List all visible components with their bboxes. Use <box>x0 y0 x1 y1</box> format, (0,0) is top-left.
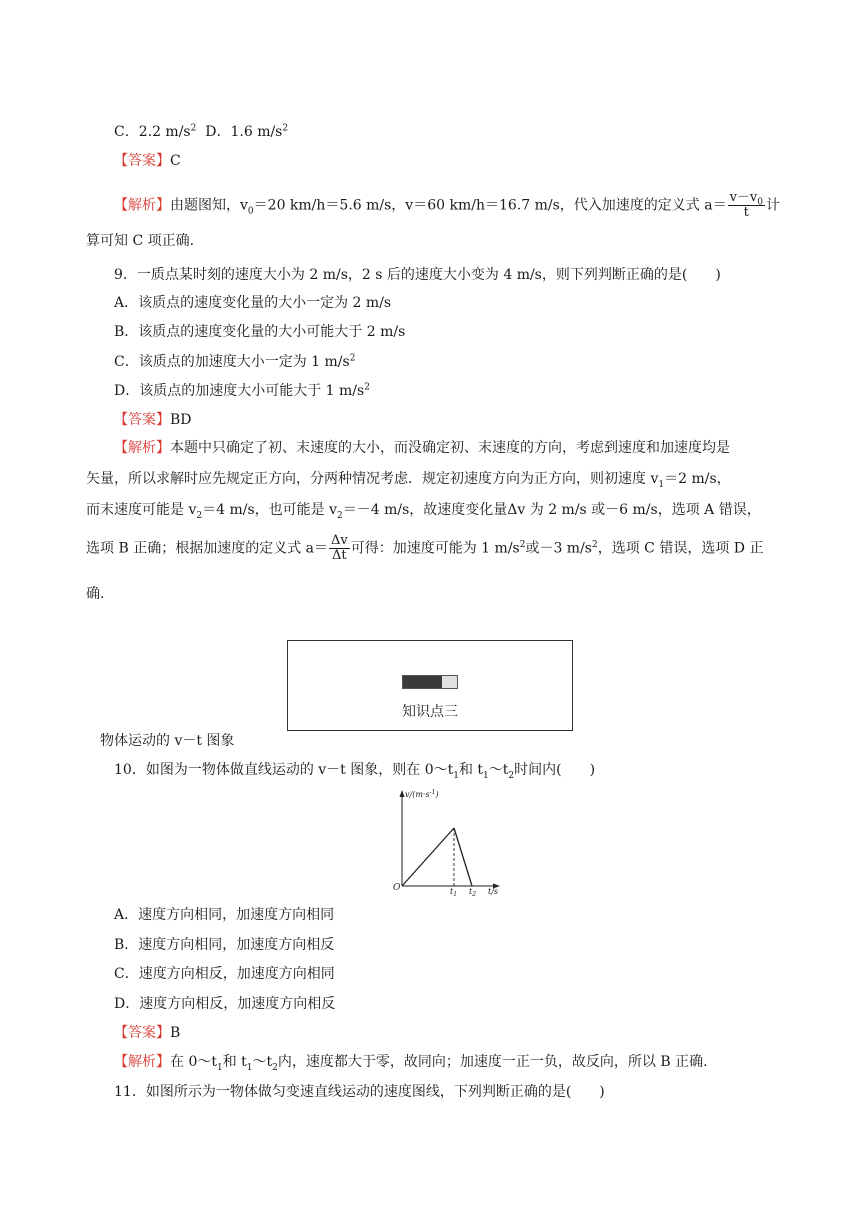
text: 10．如图为一物体做直线运动的 v－t 图象，则在 0～t <box>114 762 454 778</box>
t2-label: $t_2$ <box>469 887 477 898</box>
progress-fill <box>403 676 442 688</box>
q9-analysis-line-2 <box>86 469 731 489</box>
q10-option-a: A．速度方向相同，加速度方向相同 <box>114 907 335 923</box>
superscript: 2 <box>364 382 370 393</box>
text: 和 t <box>458 762 484 778</box>
q8-option-cd <box>114 122 288 142</box>
q9-stem: 9．一质点某时刻的速度大小为 2 m/s，2 s 后的速度大小变为 4 m/s，则下列判断正确的是( ) <box>114 267 721 283</box>
q9-analysis-line-3 <box>86 500 761 520</box>
text: 可得：加速度可能为 1 m/s <box>350 540 520 557</box>
text: 内，速度都大于零，故同向；加速度一正一负，故反向，所以 B 正确. <box>277 1054 708 1070</box>
vt-graph <box>392 786 504 898</box>
q9-option-d <box>114 381 370 401</box>
text: ＝2 m/s， <box>664 471 731 487</box>
text: 而末速度可能是 v <box>86 502 197 518</box>
q9-option-b: B．该质点的速度变化量的大小可能大于 2 m/s <box>114 324 406 340</box>
denominator: t <box>743 205 749 220</box>
text: 时间内( ) <box>514 762 596 778</box>
text: ＝4 m/s，也可能是 v <box>202 502 337 518</box>
text: 由题图知，v <box>170 197 248 214</box>
analysis-tag: 【解析】 <box>114 440 170 456</box>
origin-label: O <box>393 883 401 893</box>
q9-analysis-line-5: 确. <box>86 586 105 602</box>
q9-option-c <box>114 352 355 372</box>
subscript: 0 <box>757 197 764 208</box>
numerator: Δv <box>331 533 348 548</box>
analysis-tag: 【解析】 <box>114 1054 170 1070</box>
text: ＝－4 m/s，故速度变化量Δv 为 2 m/s 或－6 m/s，选项 A 错误， <box>342 502 761 518</box>
text: 和 t <box>222 1054 247 1070</box>
q8-option-c: C．2.2 m/s <box>114 124 191 140</box>
knowledge-point-label: 知识点三 <box>402 704 458 720</box>
text: v－v <box>729 190 758 205</box>
y-axis-arrow <box>400 790 405 797</box>
subscript: 1 <box>246 1062 253 1073</box>
numerator <box>728 191 765 206</box>
q10-stem <box>114 760 595 780</box>
text: ，选项 C 错误，选项 D 正 <box>597 540 764 557</box>
analysis-tag: 【解析】 <box>114 197 170 214</box>
superscript: 2 <box>190 123 197 134</box>
q10-option-c: C．速度方向相反，加速度方向相同 <box>114 966 335 982</box>
progress-bar <box>402 675 458 689</box>
subscript: 0 <box>247 206 254 217</box>
text: ～t <box>488 762 509 778</box>
q8-option-d: D．1.6 m/s <box>205 124 283 140</box>
q10-option-d: D．速度方向相反，加速度方向相反 <box>114 996 336 1012</box>
text: 计 <box>766 197 781 214</box>
t1-label: $t_1$ <box>450 887 458 898</box>
velocity-line-fall <box>454 828 472 886</box>
superscript: 2 <box>349 353 356 364</box>
subscript: 2 <box>508 770 515 781</box>
x-axis-label: t/s <box>488 887 499 896</box>
acceleration-fraction <box>728 191 765 220</box>
subscript: 1 <box>216 1062 223 1073</box>
text: 矢量，所以求解时应先规定正方向，分两种情况考虑．规定初速度方向为正方向，则初速度 v <box>86 471 659 487</box>
q9-analysis-line-4 <box>86 534 763 563</box>
subscript: 1 <box>658 479 665 490</box>
knowledge-point-box <box>287 640 573 731</box>
answer-value: B <box>170 1025 181 1041</box>
denominator: Δt <box>332 548 347 563</box>
text: 在 0～t <box>170 1054 217 1070</box>
superscript: 2 <box>282 123 289 134</box>
q8-analysis-line-1 <box>114 191 780 220</box>
text: ＝20 km/h＝5.6 m/s，v＝60 km/h＝16.7 m/s，代入加速度的定义式 a＝ <box>253 197 727 214</box>
q9-option-a: A．该质点的速度变化量的大小一定为 2 m/s <box>114 295 392 311</box>
q10-answer <box>114 1023 180 1043</box>
text: 本题中只确定了初、末速度的大小，而没确定初、末速度的方向，考虑到速度和加速度均是 <box>170 440 730 456</box>
subscript: 2 <box>337 510 343 521</box>
answer-value: C <box>170 153 181 169</box>
section-title: 物体运动的 v－t 图象 <box>100 733 235 749</box>
q10-option-b: B．速度方向相同，加速度方向相反 <box>114 937 335 953</box>
superscript: 2 <box>592 539 598 550</box>
text: D．该质点的加速度大小可能大于 1 m/s <box>114 383 365 399</box>
answer-tag: 【答案】 <box>114 412 170 428</box>
text: C．该质点的加速度大小一定为 1 m/s <box>114 354 350 370</box>
text: ～t <box>252 1054 273 1070</box>
y-axis-label: $v/(m\cdot s^{-1})$ <box>405 789 439 799</box>
q8-answer <box>114 151 181 171</box>
answer-value: BD <box>170 412 192 428</box>
delta-fraction <box>329 534 350 563</box>
superscript: 2 <box>519 539 526 550</box>
subscript: 1 <box>483 770 489 781</box>
subscript: 2 <box>196 510 203 521</box>
q11-stem: 11．如图所示为一物体做匀变速直线运动的速度图线，下列判断正确的是( ) <box>114 1084 605 1100</box>
q10-analysis <box>114 1052 708 1072</box>
subscript: 1 <box>453 770 459 781</box>
answer-tag: 【答案】 <box>114 153 170 169</box>
q9-answer <box>114 410 192 430</box>
q8-analysis-line-2: 算可知 C 项正确. <box>86 233 195 249</box>
subscript: 2 <box>272 1062 278 1073</box>
text: 选项 B 正确；根据加速度的定义式 a＝ <box>86 540 328 557</box>
text: 或－3 m/s <box>525 540 592 557</box>
velocity-line-rise <box>402 828 454 886</box>
q9-analysis-line-1 <box>114 438 730 458</box>
answer-tag: 【答案】 <box>114 1025 170 1041</box>
